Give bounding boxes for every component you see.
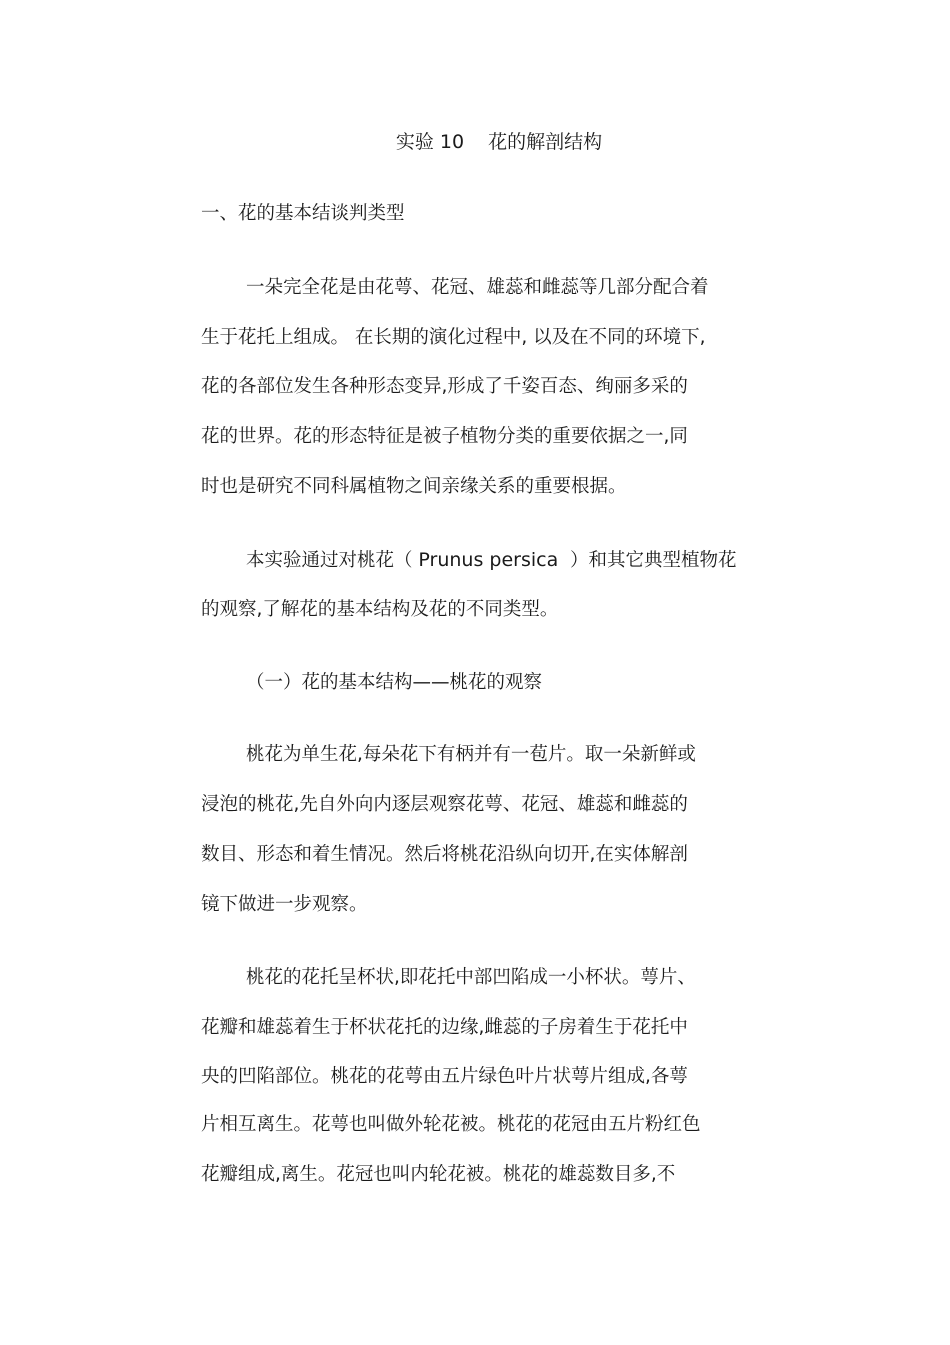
paragraph-4-line-2: 花瓣和雄蕊着生于杯状花托的边缘,雌蕊的子房着生于花托中: [201, 1017, 688, 1038]
paragraph-1-line-5: 时也是研究不同科属植物之间亲缘关系的重要根据。: [201, 476, 627, 497]
section-heading: 一、花的基本结谈判类型: [201, 203, 405, 224]
paragraph-4-line-1: 桃花的花托呈杯状,即花托中部凹陷成一小杯状。萼片、: [246, 967, 696, 988]
paragraph-3-line-1: 桃花为单生花,每朵花下有柄并有一苞片。取一朵新鲜或: [246, 744, 696, 765]
paragraph-4-line-5: 花瓣组成,离生。花冠也叫内轮花被。桃花的雄蕊数目多,不: [201, 1164, 676, 1185]
paragraph-3-line-4: 镜下做进一步观察。: [201, 894, 368, 915]
paragraph-4-line-4: 片相互离生。花萼也叫做外轮花被。桃花的花冠由五片粉红色: [201, 1114, 701, 1135]
paragraph-1-line-3: 花的各部位发生各种形态变异,形成了千姿百态、绚丽多采的: [201, 376, 688, 397]
paragraph-1-line-1: 一朵完全花是由花萼、花冠、雄蕊和雌蕊等几部分配合着: [246, 277, 709, 298]
paragraph-2-text-after: ）和其它典型植物花: [558, 550, 737, 571]
subheading: （一）花的基本结构——桃花的观察: [246, 672, 543, 693]
paragraph-2-text-before: 本实验通过对桃花（: [246, 550, 419, 571]
document-title: 实验 10 花的解剖结构: [395, 131, 603, 153]
paragraph-2-line-2: 的观察,了解花的基本结构及花的不同类型。: [201, 599, 559, 620]
paragraph-3-line-2: 浸泡的桃花,先自外向内逐层观察花萼、花冠、雄蕊和雌蕊的: [201, 794, 688, 815]
latin-species-name: Prunus persica: [418, 549, 559, 571]
paragraph-3-line-3: 数目、形态和着生情况。然后将桃花沿纵向切开,在实体解剖: [201, 844, 688, 865]
paragraph-4-line-3: 央的凹陷部位。桃花的花萼由五片绿色叶片状萼片组成,各萼: [201, 1066, 688, 1087]
paragraph-1-line-2: 生于花托上组成。 在长期的演化过程中, 以及在不同的环境下,: [201, 327, 706, 348]
paragraph-1-line-4: 花的世界。花的形态特征是被子植物分类的重要依据之一,同: [201, 426, 688, 447]
paragraph-2-line-1: [246, 547, 736, 574]
